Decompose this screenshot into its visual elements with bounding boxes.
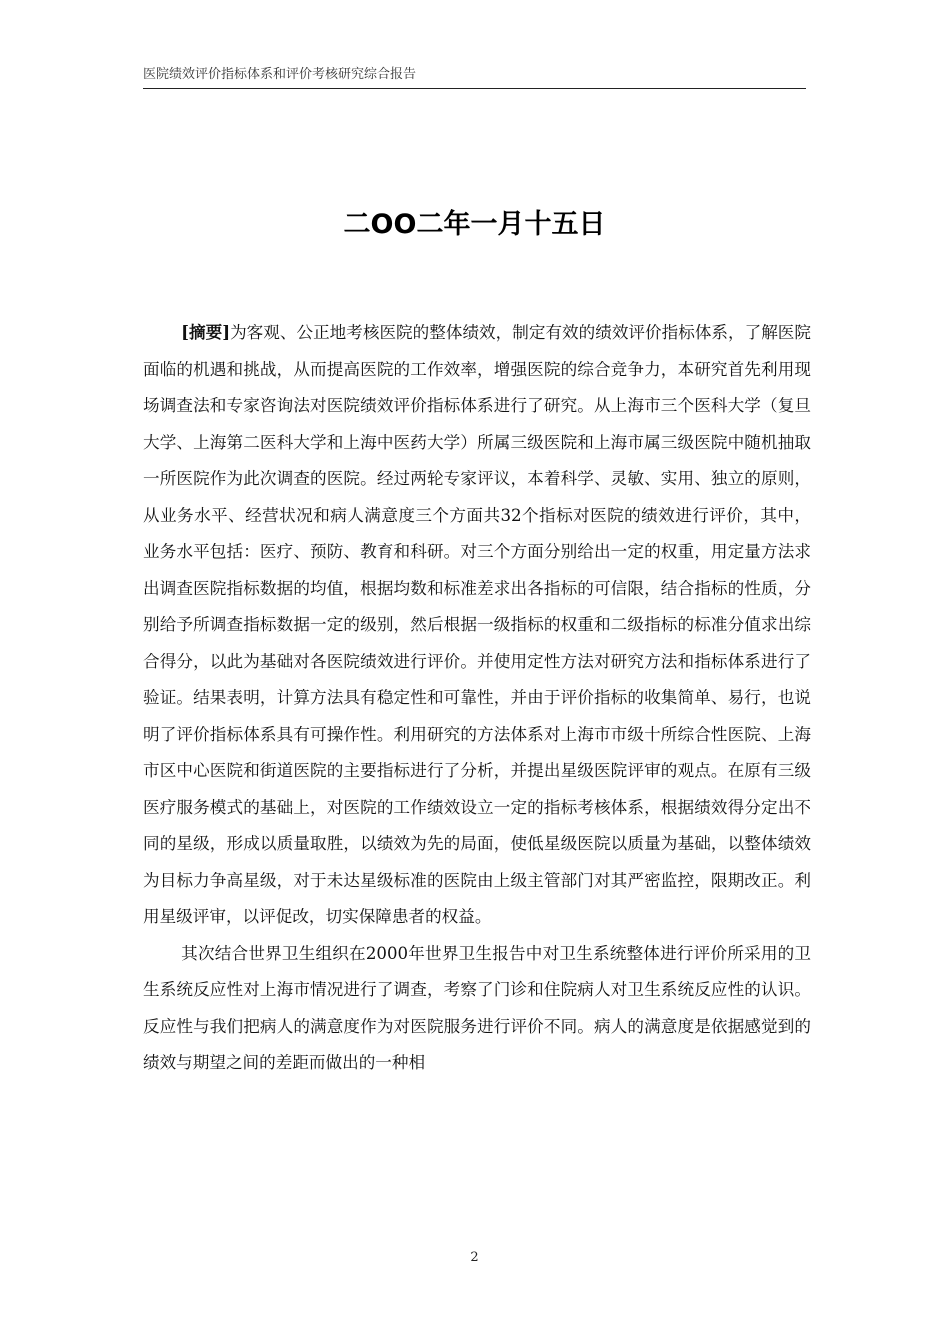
abstract-label: [摘要] [181,322,231,342]
document-body [143,314,811,1082]
running-header [143,66,806,89]
body-paragraph: 其次结合世界卫生组织在2000年世界卫生报告中对卫生系统整体进行评价所采用的卫生系统反应性对上海市情况进行了调查，考察了门诊和住院病人对卫生系统反应性的认识。反应性与我们把病人的满意度作为对医院服务进行评价不同。病人的满意度是依据感觉到的绩效与期望之间的差距而做出的一种相 [143,943,811,1072]
running-header-title: 医院绩效评价指标体系和评价考核研究综合报告 [143,67,417,82]
abstract-paragraph [143,314,811,936]
page-number: 2 [470,1250,479,1265]
abstract-text: 为客观、公正地考核医院的整体绩效，制定有效的绩效评价指标体系，了解医院面临的机遇和挑战，从而提高医院的工作效率，增强医院的综合竞争力，本研究首先利用现场调查法和专家咨询法对医院绩效评价指标体系进行了研究。从上海市三个医科大学（复旦大学、上海第二医科大学和上海中医药大学）所属三级医院和上海市属三级医院中随机抽取一所医院作为此次调查的医院。经过两轮专家评议，本着科学、灵敏、实用、独立的原则，从业务水平、经营状况和病人满意度三个方面共32个指标对医院的绩效进行评价，其中，业务水平包括：医疗、预防、教育和科研。对三个方面分别给出一定的权重，用定量方法求出调查医院指标数据的均值，根据均数和标准差求出各指标的可信限，结合指标的性质，分别给予所调查指标数据一定的级别，然后根据一级指标的权重和二级指标的标准分值求出综合得分，以此为基础对各医院绩效进行评价。并使用定性方法对研究方法和指标体系进行了验证。结果表明，计算方法具有稳定性和可靠性，并由于评价指标的收集简单、易行，也说明了评价指标体系具有可操作性。利用研究的方法体系对上海市市级十所综合性医院、上海市区中心医院和街道医院的主要指标进行了分析，并提出星级医院评审的观点。在原有三级医疗服务模式的基础上，对医院的工作绩效设立一定的指标考核体系，根据绩效得分定出不同的星级，形成以质量取胜，以绩效为先的局面，使低星级医院以质量为基础，以整体绩效为目标力争高星级，对于未达星级标准的医院由上级主管部门对其严密监控，限期改正。利用星级评审，以评促改，切实保障患者的权益。 [143,323,812,926]
date-title: 二OO二年一月十五日 [343,209,606,240]
